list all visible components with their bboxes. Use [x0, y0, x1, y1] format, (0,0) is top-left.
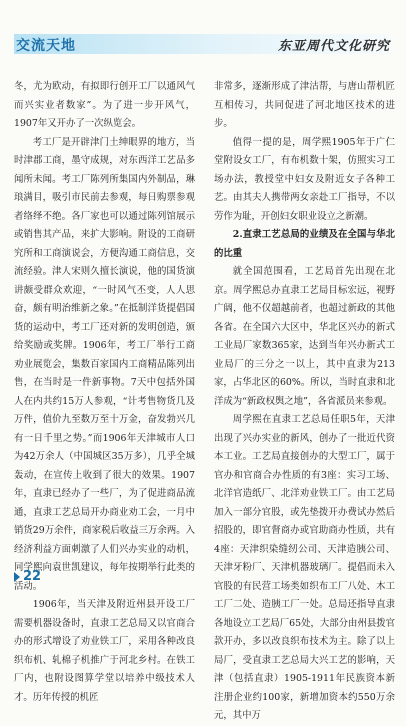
section-subheading: 2.直隶工艺总局的业绩及在全国与华北的比重: [214, 229, 395, 259]
paragraph: 1906年，当天津及附近州县开设工厂需要机器设备时，直隶工艺总局又以官商合办的形式增设了劝业铁工厂，采用各种改良织布机、轧棉子机推广于河北乡村。在铁工厂内，也附设图算学堂以培养中级技术人才。历年传授的机匠: [14, 599, 195, 703]
page-footer: [14, 569, 41, 584]
paragraph: 冬，尤为欧动，有拟即行创开工厂以通风气而兴实业者数家”。为了进一步开风气，1907年又开办了一次纵览会。: [14, 81, 195, 129]
paragraph: 就全国范围看，工艺局首先出现在北京。周学熙总办直隶工艺局目标宏远，视野广阔，他不仅超越前者，也超过新政的其他各省。在全国六大区中，华北区兴办的新式工业局厂家数365家，达到当年兴办新式工业局厂的三分之一以上，其中直隶为213家，占华北区的60%。所以，当时直隶和北洋成为“新政权舆之地”，各省派员来参观。: [214, 266, 395, 407]
paragraph: 非常多，逐渐形成了津沽帮，与唐山帮机匠互相传习，共同促进了河北地区技术的进步。: [214, 81, 395, 129]
page-marker-icon: [14, 572, 20, 582]
journal-name: 东亚周代文化研究: [277, 39, 390, 54]
left-text-column: [14, 78, 195, 707]
paragraph: 值得一提的是，周学熙1905年于广仁堂附设女工厂，有布机数十架，仿照实习工场办法，教授堂中妇女及附近女子各种工艺。由其夫人携带两女亲赴工厂指导，不以劳作为耻，开创妇女职业设立之新潮。: [214, 136, 395, 222]
page-number: 22: [23, 569, 42, 584]
section-title: 交流天地: [16, 38, 76, 54]
right-text-column: [214, 78, 395, 726]
paragraph: 周学熙在直隶工艺总局任职5年，天津出现了兴办实业的新风，创办了一批近代资本工业。工艺局直接创办的大型工厂，属于官办和官商合办性质的有3座：实习工场、北洋官造纸厂、北洋劝业铁工厂。由工艺局加入一部分官股，或先垫拨开办费试办然后招股的，即官督商办或官助商办性质，共有4座：天津织染缝纫公司、天津造胰公司、天津牙粉厂、天津机器玻璃厂。提倡而未入官股的有民营工场类如织布工厂八处、木工工厂二处、造胰工厂一处。总局还指导直隶各地设立工艺局厂65处，大部分由州县拨官款开办，多以改良织布技术为主。除了以上局厂，受直隶工艺总局大兴工艺的影响，天津（包括直隶）1905-1911年民族资本新注册企业约100家，新增加资本约550万余元，其中万: [214, 414, 395, 721]
page-header: [0, 0, 406, 66]
paragraph: 考工厂是开辟津门土绅眼界的地方，当时津郡工商，墨守成规，对东西洋工艺品多闻所未闻。考工厂陈列所集国内外制品，琳琅满目，吸引市民前去参观，每日购票参观者络绎不绝。各厂家也可以通过陈列馆展示或销售其产品，来扩大影响。附设的工商研究所和工商演说会，方便沟通工商信息，交流经验。津人宋则久擅长演说，他的国货演讲颇受群众欢迎，“一时风气丕变，人人思奋，颇有明治维新之象。”在抵制洋货提倡国货的运动中，考工厂还对新的发明创造，颁给奖励或奖牌。1906年，考工厂举行工商劝业展览会，集数百家国内工商精品陈列出售，在当时是一件新事物。7天中包括外国人在内共约15万人参观，“计考售物货几及万件，值价九至数万至十万金，奋发勃兴几有一日千里之势。”而1906年天津城市人口为42万余人（中国城区35万多），几乎全城轰动，在宣传上收到了很大的效果。1907年，直隶已经办了一些厂，为了促进商品流通，直隶工艺总局开办商业劝工会，一月中销货29万余件，商家税后收益三万余两。入经济利益方面刺激了人们兴办实业的动机，同学熙向袁世凯建议，每年按期举行此类的活动。: [14, 136, 195, 592]
